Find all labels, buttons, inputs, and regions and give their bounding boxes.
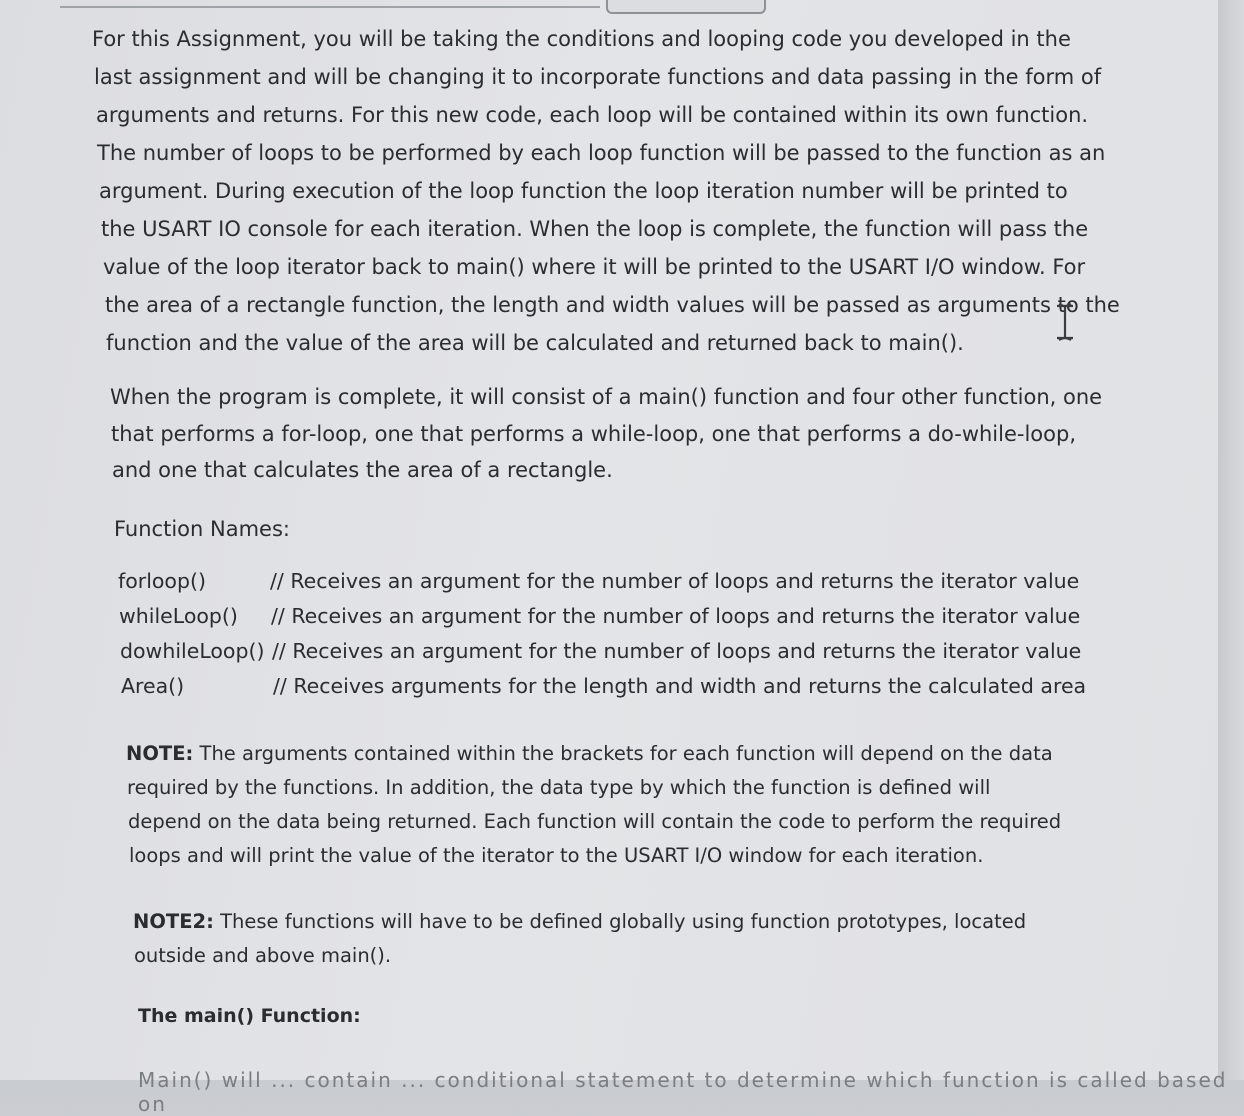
completion-paragraph	[110, 379, 1102, 489]
text-line: value of the loop iterator back to main() where it will be printed to the USART I/O window. For	[103, 255, 1086, 279]
main-function-heading: The main() Function:	[138, 1005, 361, 1027]
text-line: the USART IO console for each iteration. When the loop is complete, the function will pass the	[101, 217, 1089, 241]
intro-paragraph	[92, 20, 1120, 362]
function-name: dowhileLoop()	[120, 639, 265, 663]
text-ibeam-cursor-icon	[1054, 302, 1076, 342]
text-line: required by the functions. In addition, the data type by which the function is defined will	[127, 776, 991, 799]
function-comment: // Receives an argument for the number of loops and returns the iterator value	[272, 639, 1082, 663]
function-name: whileLoop()	[119, 604, 238, 628]
text-line: loops and will print the value of the iterator to the USART I/O window for each iteration.	[129, 844, 984, 867]
page-edge	[1218, 0, 1244, 1080]
note2-paragraph	[133, 905, 1026, 973]
note2-label: NOTE2:	[133, 910, 214, 933]
function-comment: // Receives an argument for the number of loops and returns the iterator value	[270, 569, 1080, 593]
function-name: Area()	[121, 674, 185, 698]
text-line: outside and above main().	[134, 944, 392, 967]
text-line: and one that calculates the area of a rectangle.	[112, 458, 613, 482]
text-line: These functions will have to be defined globally using function prototypes, located	[213, 910, 1027, 933]
text-line: arguments and returns. For this new code, each loop will be contained within its own function.	[96, 103, 1089, 127]
function-comment: // Receives arguments for the length and width and returns the calculated area	[273, 674, 1087, 698]
text-line: The arguments contained within the brackets for each function will depend on the data	[193, 742, 1053, 765]
top-button-partial[interactable]	[606, 0, 766, 14]
text-line: depend on the data being returned. Each function will contain the code to perform the required	[128, 810, 1062, 833]
note-label: NOTE:	[126, 742, 194, 765]
cutoff-text-line: Main() will ... contain ... conditional statement to determine which function is called based on	[138, 1068, 1228, 1116]
text-line: function and the value of the area will be calculated and returned back to main().	[106, 331, 964, 355]
function-name: forloop()	[118, 569, 206, 593]
top-divider	[60, 0, 600, 8]
note-paragraph	[126, 737, 1062, 873]
function-comment: // Receives an argument for the number of loops and returns the iterator value	[271, 604, 1081, 628]
text-line: argument. During execution of the loop function the loop iteration number will be printed to	[99, 179, 1068, 203]
text-line: the area of a rectangle function, the length and width values will be passed as arguments to the	[105, 293, 1120, 317]
text-line: When the program is complete, it will consist of a main() function and four other function, one	[110, 385, 1103, 409]
text-line: For this Assignment, you will be taking the conditions and looping code you developed in the	[92, 27, 1071, 51]
text-line: last assignment and will be changing it to incorporate functions and data passing in the form of	[94, 65, 1102, 89]
function-names-heading: Function Names:	[114, 517, 290, 541]
text-line: The number of loops to be performed by each loop function will be passed to the function as an	[97, 141, 1106, 165]
text-line: that performs a for-loop, one that performs a while-loop, one that performs a do-while-loop,	[111, 421, 1077, 446]
